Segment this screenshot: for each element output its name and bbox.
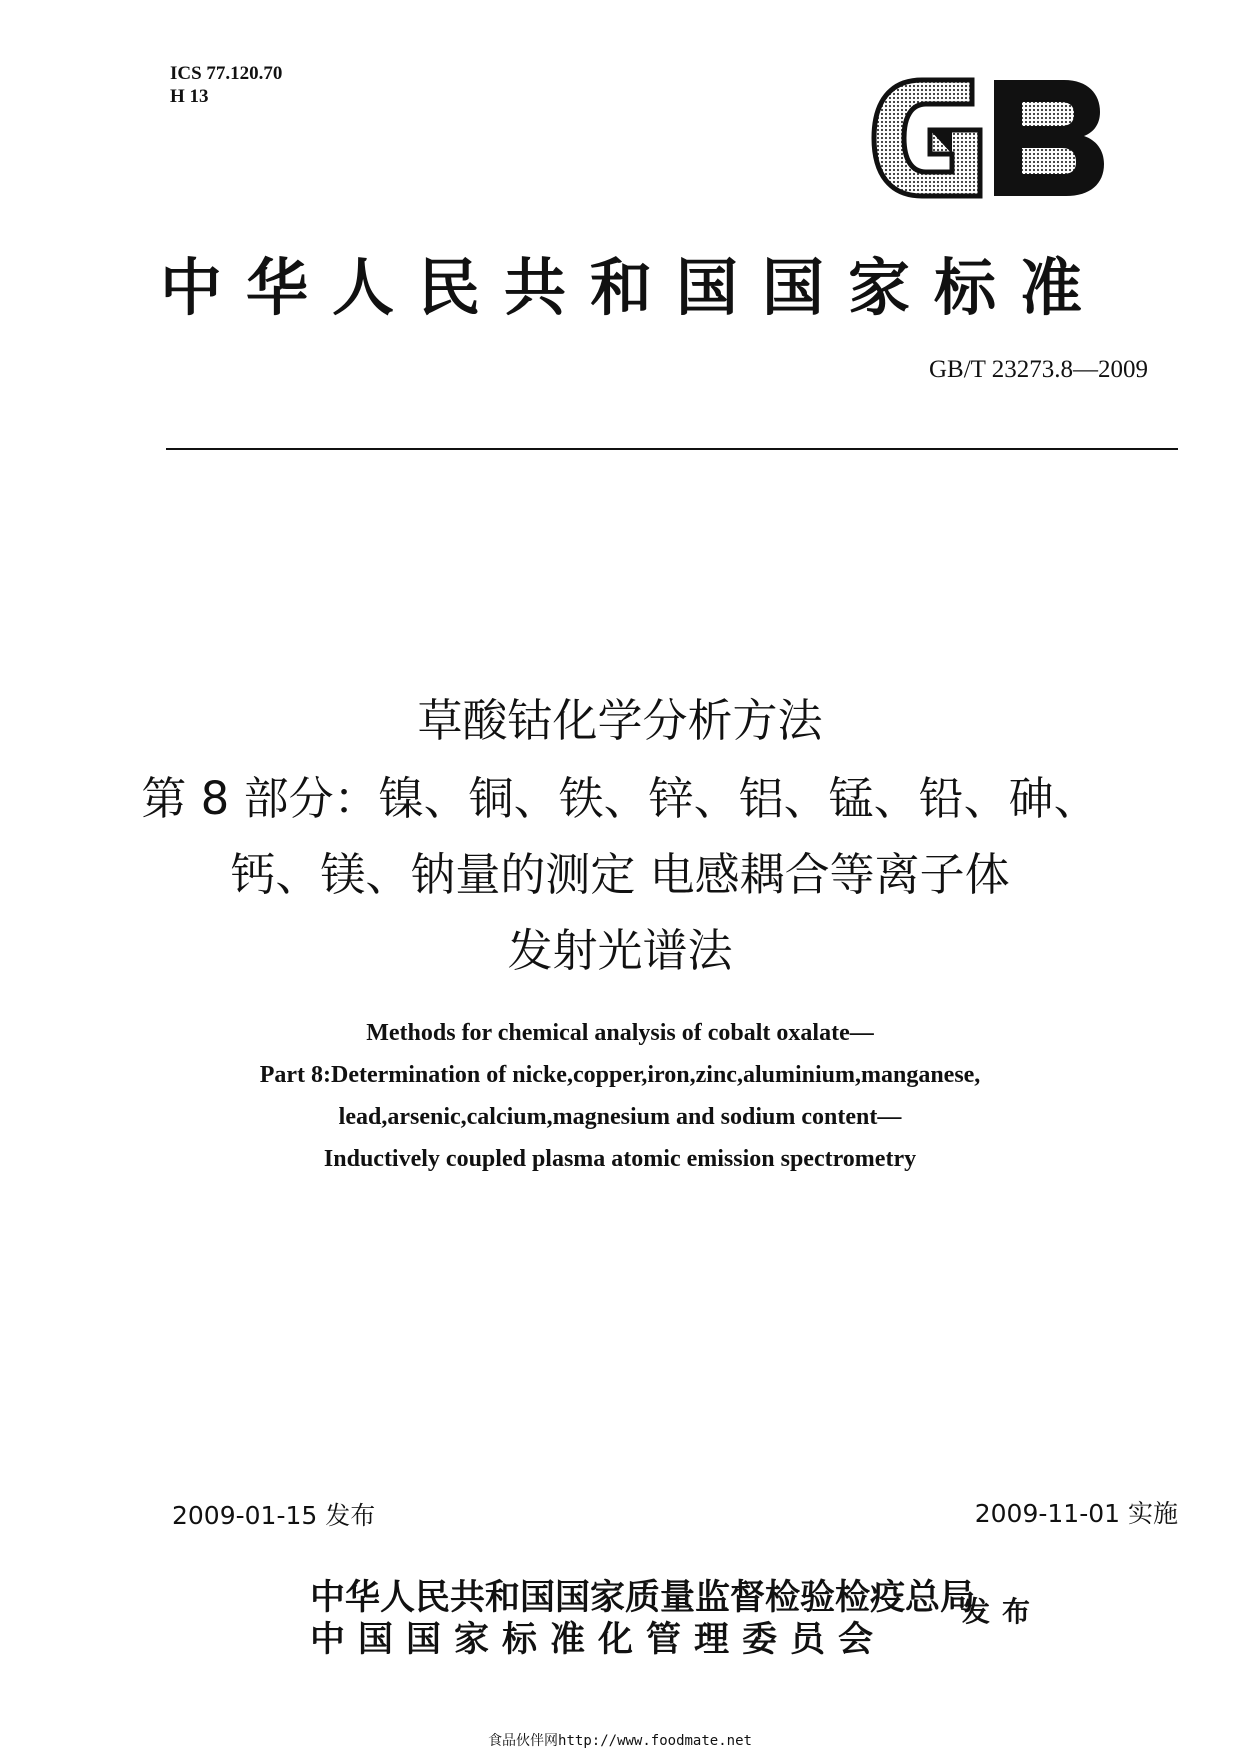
- footer-watermark-url: 食品伙伴网http://www.foodmate.net: [488, 1733, 752, 1749]
- ics-code: ICS 77.120.70: [170, 63, 283, 84]
- ccs-code: H 13: [170, 86, 209, 107]
- issuer-sac: 中国国家标准化管理委员会: [310, 1619, 887, 1660]
- title-en-line-3: lead,arsenic,calcium,magnesium and sodium content—: [338, 1104, 902, 1130]
- header-divider: [166, 448, 1178, 450]
- title-en-line-2: Part 8:Determination of nicke,copper,iron,zinc,aluminium,manganese,: [259, 1062, 981, 1088]
- national-standard-title: 中华人民共和国国家标准: [160, 251, 1107, 324]
- effective-date: 2009-11-01 实施: [974, 1499, 1178, 1528]
- issuer-aqsiq: 中华人民共和国国家质量监督检验检疫总局: [310, 1577, 976, 1618]
- issue-action: 发布: [962, 1595, 1043, 1628]
- gb-logo: [868, 72, 1108, 204]
- publication-date: 2009-01-15 发布: [172, 1501, 376, 1530]
- title-cn-line-3: 钙、镁、钠量的测定 电感耦合等离子体: [230, 848, 1010, 901]
- title-en-line-4: Inductively coupled plasma atomic emission spectrometry: [323, 1146, 917, 1172]
- classification-codes: [170, 62, 282, 108]
- title-en-line-1: Methods for chemical analysis of cobalt oxalate—: [366, 1020, 874, 1046]
- title-cn-line-4: 发射光谱法: [507, 924, 733, 977]
- standard-number: GB/T 23273.8—2009: [929, 356, 1148, 383]
- title-cn-line-1: 草酸钴化学分析方法: [417, 694, 823, 747]
- title-cn-line-2: 第 8 部分：镍、铜、铁、锌、铝、锰、铅、砷、: [141, 772, 1099, 825]
